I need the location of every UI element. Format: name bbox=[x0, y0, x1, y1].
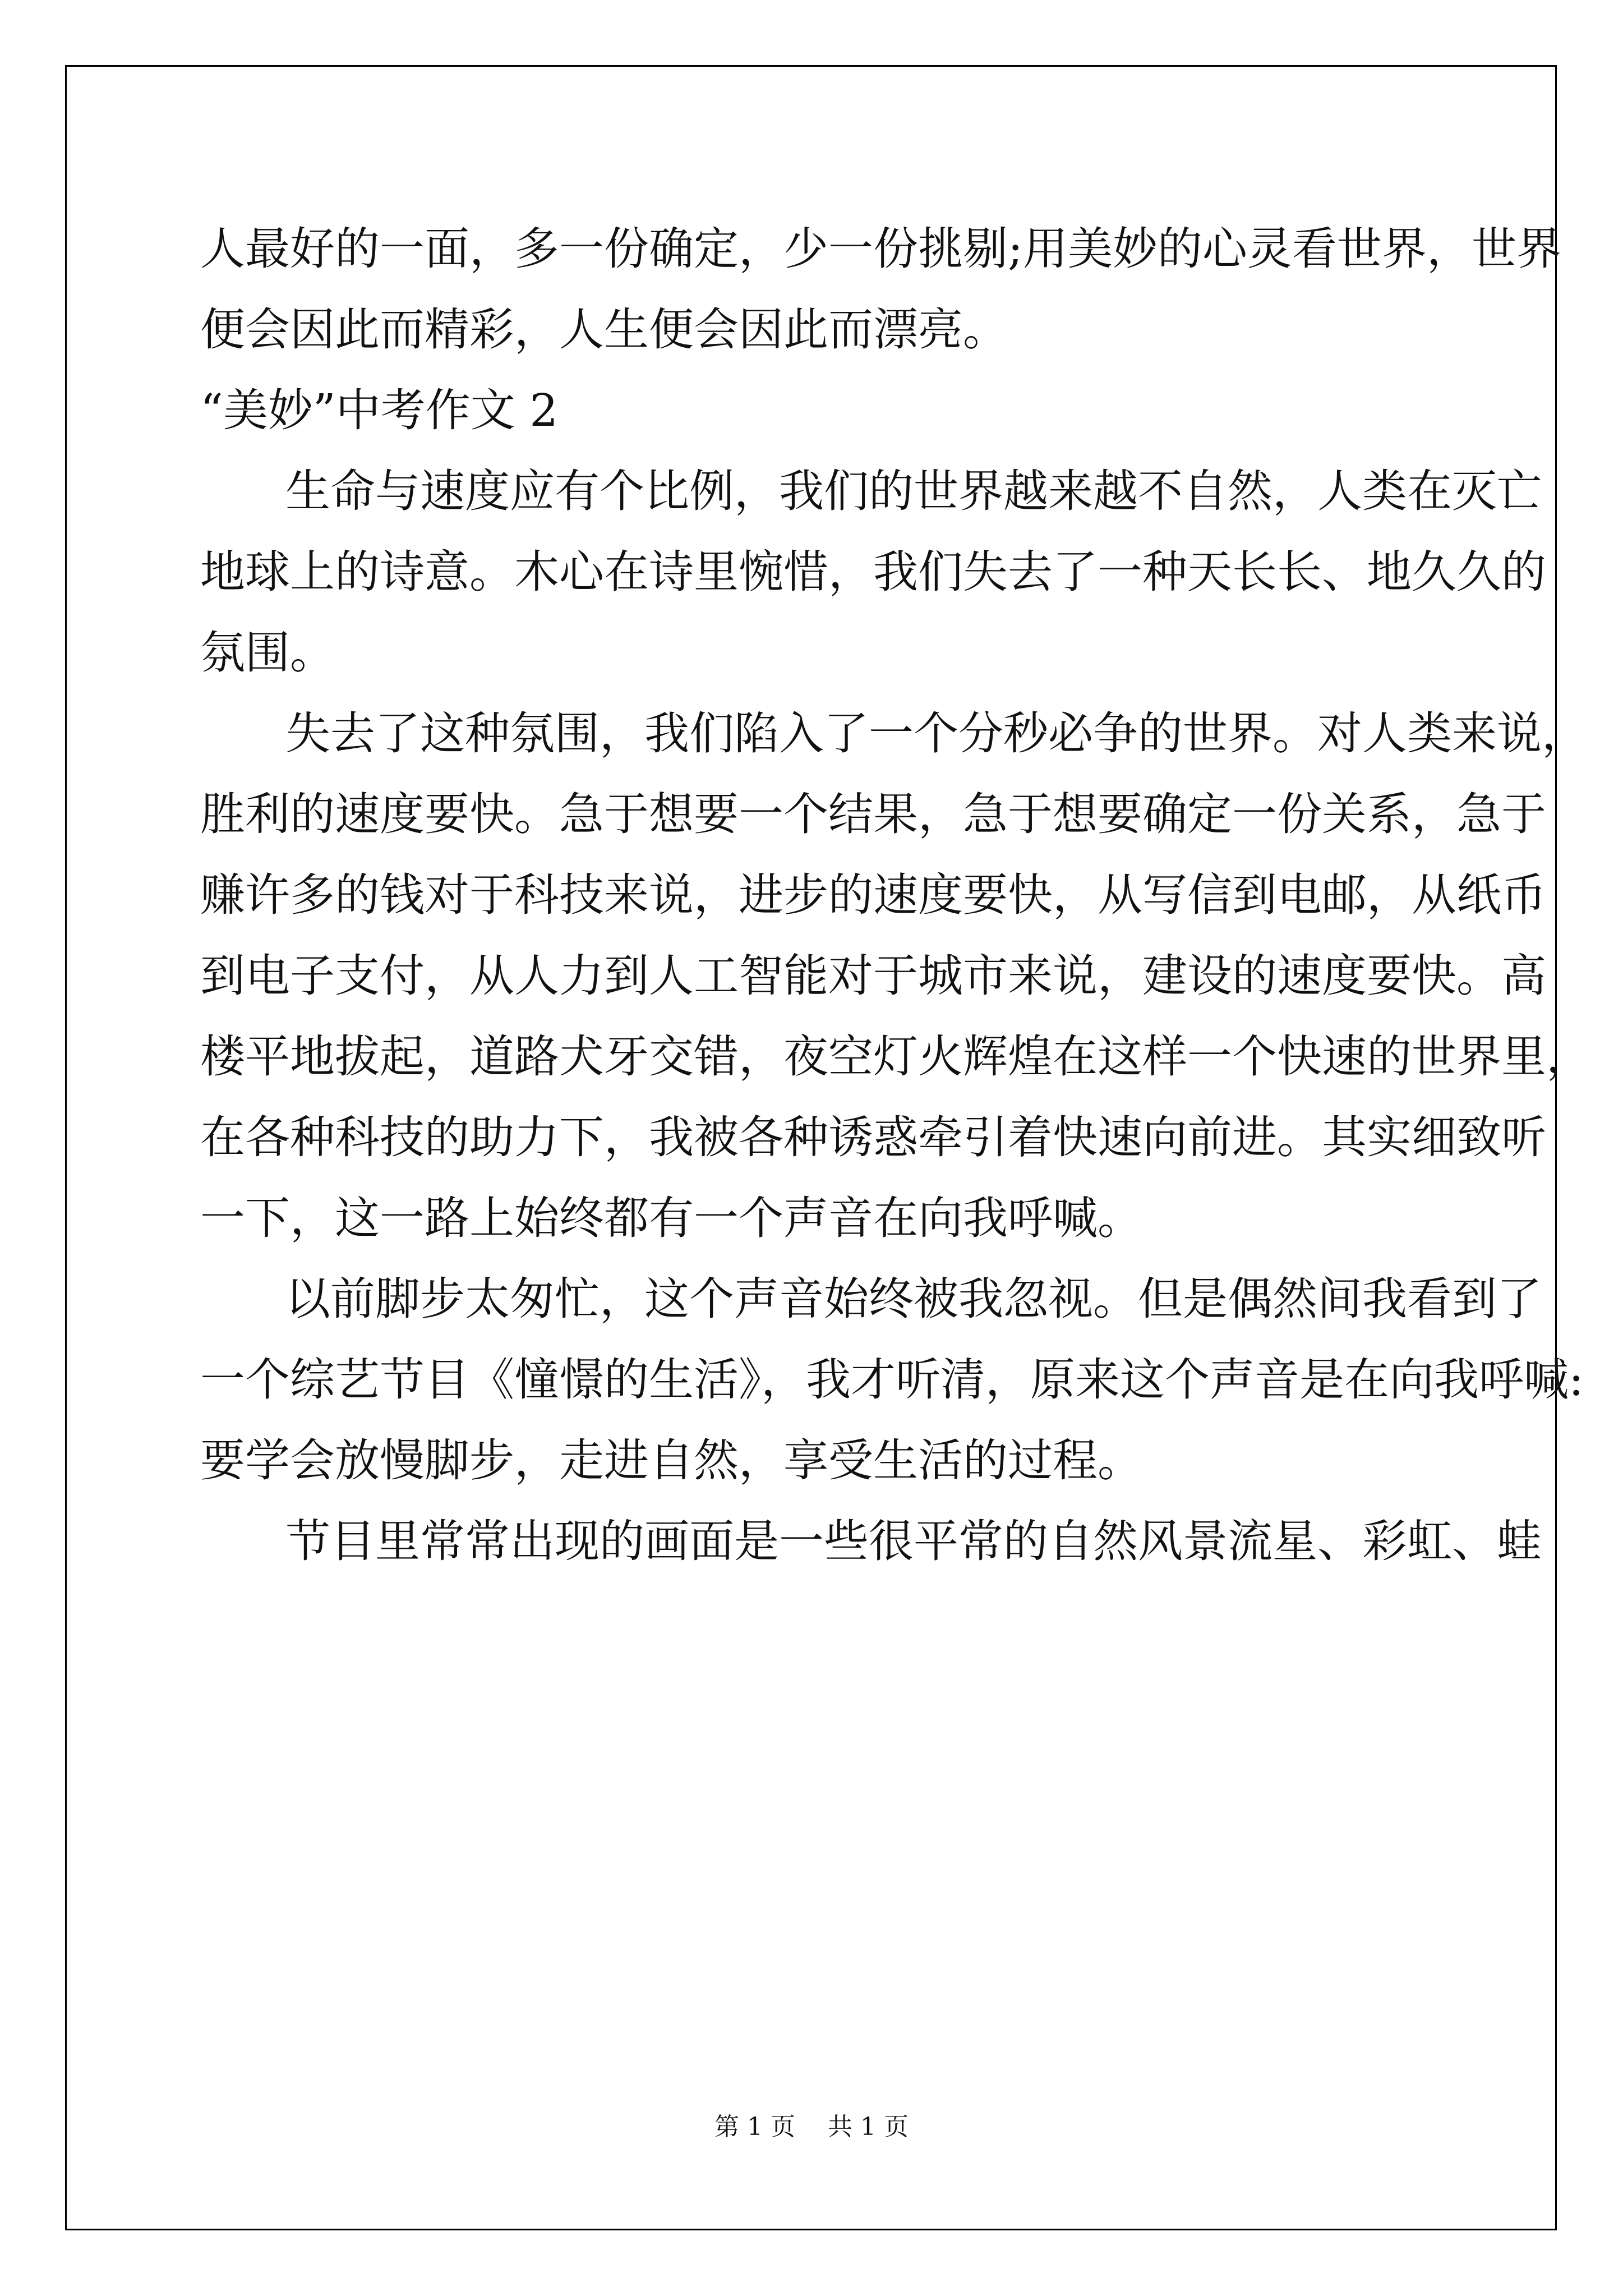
text-line-12: 在各种科技的助力下，我被各种诱惑牵引着快速向前进。其实细致听 bbox=[200, 1111, 1546, 1163]
text-line-2: 便会因此而精彩，人生便会因此而漂亮。 bbox=[200, 303, 1008, 356]
text-line-4: 生命与速度应有个比例，我们的世界越来越不自然，人类在灭亡 bbox=[285, 465, 1542, 517]
text-line-10: 到电子支付，从人力到人工智能对于城市来说，建设的速度要快。高 bbox=[200, 950, 1546, 1002]
text-line-8: 胜利的速度要快。急于想要一个结果，急于想要确定一份关系，急于 bbox=[200, 788, 1546, 840]
text-line-16: 要学会放慢脚步，走进自然，享受生活的过程。 bbox=[200, 1434, 1142, 1487]
page-number-footer: 第 1 页 共 1 页 bbox=[714, 2113, 909, 2141]
text-line-11: 楼平地拔起，道路犬牙交错，夜空灯火辉煌在这样一个快速的世界里， bbox=[200, 1030, 1591, 1083]
text-line-13: 一下，这一路上始终都有一个声音在向我呼喊。 bbox=[200, 1192, 1142, 1244]
text-line-5: 地球上的诗意。木心在诗里惋惜，我们失去了一种天长长、地久久的 bbox=[200, 546, 1546, 598]
document-body bbox=[200, 209, 1591, 1582]
text-line-17: 节目里常常出现的画面是一些很平常的自然风景流星、彩虹、蛙 bbox=[285, 1515, 1542, 1567]
text-line-1: 人最好的一面，多一份确定，少一份挑剔;用美妙的心灵看世界，世界 bbox=[200, 223, 1561, 275]
text-line-6: 氛围。 bbox=[200, 627, 335, 679]
text-line-15: 一个综艺节目《憧憬的生活》，我才听清，原来这个声音是在向我呼喊: bbox=[200, 1354, 1584, 1406]
section-heading: “美妙”中考作文 2 bbox=[200, 384, 559, 436]
text-line-7: 失去了这种氛围，我们陷入了一个分秒必争的世界。对人类来说， bbox=[285, 707, 1587, 760]
text-line-14: 以前脚步太匆忙，这个声音始终被我忽视。但是偶然间我看到了 bbox=[285, 1273, 1542, 1325]
text-line-9: 赚许多的钱对于科技来说，进步的速度要快，从写信到电邮，从纸币 bbox=[200, 869, 1546, 921]
